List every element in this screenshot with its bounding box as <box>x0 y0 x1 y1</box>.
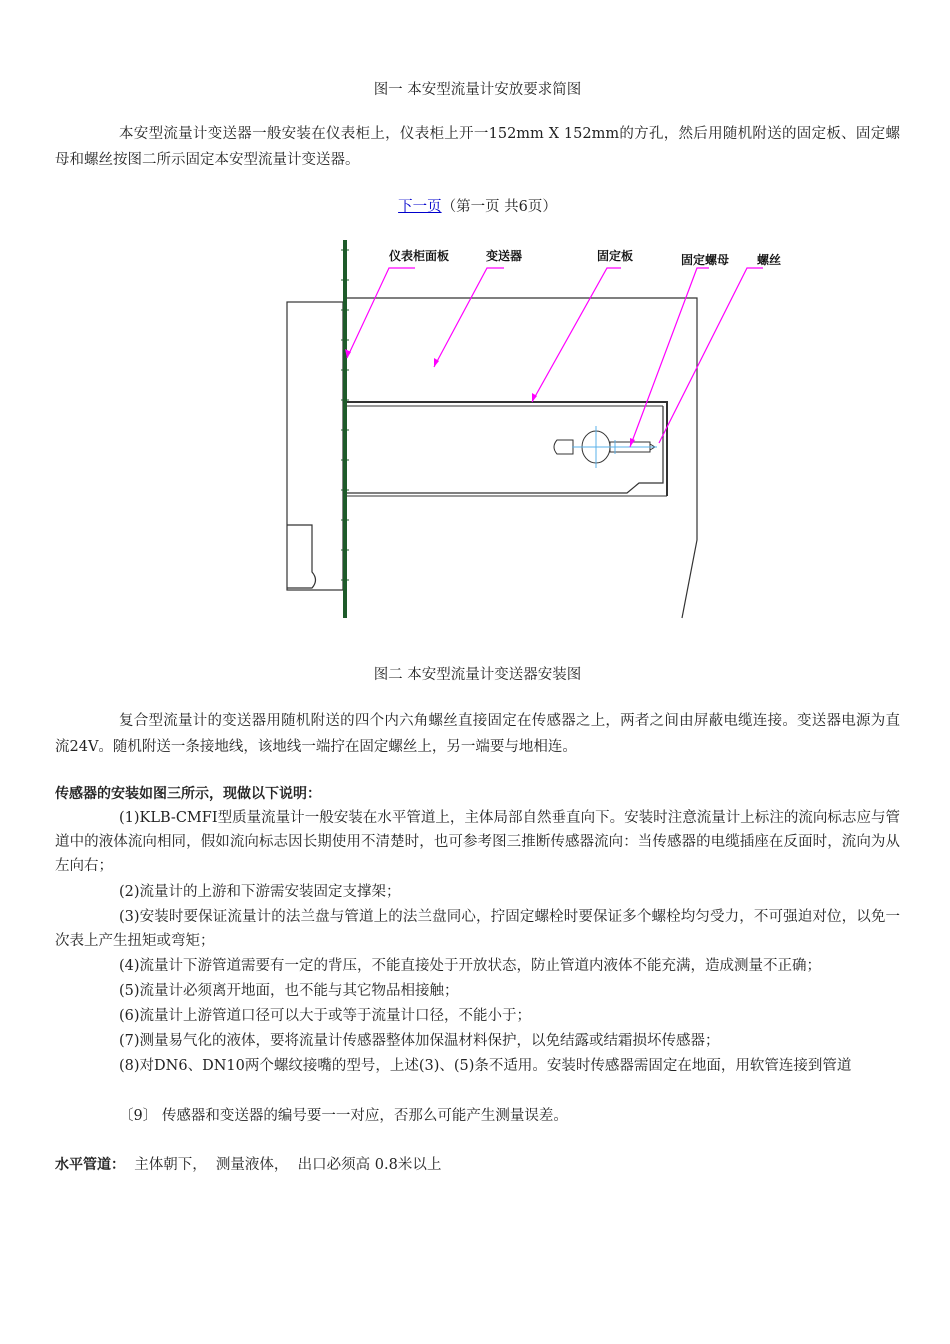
label-screw: 螺丝 <box>757 253 782 267</box>
paragraph-transmitter-connection: 复合型流量计的变送器用随机附送的四个内六角螺丝直接固定在传感器之上，两者之间由屏蔽电缆连接。变送器电源为直流24V。随机附送一条接地线，该地线一端拧在固定螺丝上，另一端要与地相连。 <box>55 713 900 755</box>
next-page-link[interactable]: 下一页 <box>398 199 442 215</box>
list-item: (5)流量计必须离开地面，也不能与其它物品相接触； <box>119 983 459 999</box>
label-fixing-nut: 固定螺母 <box>681 253 730 267</box>
page-info: （第一页 共6页） <box>441 199 557 215</box>
horizontal-pipe-text: 主体朝下， 测量液体， 出口必须高 0.8米以上 <box>125 1157 442 1173</box>
label-fixing-plate: 固定板 <box>597 249 634 263</box>
list-item: (4)流量计下游管道需要有一定的背压，不能直接处于开放状态，防止管道内液体不能充满，造成测量不正确； <box>119 958 822 974</box>
label-instrument-panel: 仪表柜面板 <box>389 249 450 263</box>
list-item: (1)KLB-CMFI型质量流量计一般安装在水平管道上，主体局部自然垂直向下。安装时注意流量计上标注的流向标志应与管道中的液体流向相同，假如流向标志因长期使用不清楚时，也可参考图三推断传感器流向：当传感器的电缆插座在反面时，流向为从左向右； <box>55 810 900 874</box>
horizontal-pipe-label: 水平管道： <box>55 1157 125 1173</box>
paragraph-panel-mounting: 本安型流量计变送器一般安装在仪表柜上，仪表柜上开一152mm X 152mm的方孔，然后用随机附送的固定板、固定螺母和螺丝按图二所示固定本安型流量计变送器。 <box>55 126 900 168</box>
figure1-caption: 图一 本安型流量计安放要求简图 <box>373 82 582 98</box>
horizontal-pipe-note <box>55 1153 900 1174</box>
list-item: (8)对DN6、DN10两个螺纹接嘴的型号，上述(3)、(5)条不适用。安装时传感器需固定在地面，用软管连接到管道 <box>119 1058 852 1074</box>
page-navigation <box>55 195 900 216</box>
transmitter-mounting-diagram <box>227 240 782 618</box>
list-item: (6)流量计上游管道口径可以大于或等于流量计口径，不能小于； <box>119 1008 532 1024</box>
list-item: (2)流量计的上游和下游需安装固定支撑架； <box>119 884 401 900</box>
list-item: (7)测量易气化的液体，要将流量计传感器整体加保温材料保护，以免结露或结霜损坏传感器； <box>119 1033 720 1049</box>
label-transmitter: 变送器 <box>486 249 523 263</box>
figure2-caption: 图二 本安型流量计变送器安装图 <box>373 667 582 683</box>
sensor-install-heading: 传感器的安装如图三所示，现做以下说明： <box>55 786 321 802</box>
list-item: 〔9〕 传感器和变送器的编号要一一对应，否那么可能产生测量误差。 <box>119 1108 568 1124</box>
list-item: (3)安装时要保证流量计的法兰盘与管道上的法兰盘同心，拧固定螺栓时要保证多个螺栓均匀受力，不可强迫对位，以免一次表上产生扭矩或弯矩； <box>55 909 900 949</box>
